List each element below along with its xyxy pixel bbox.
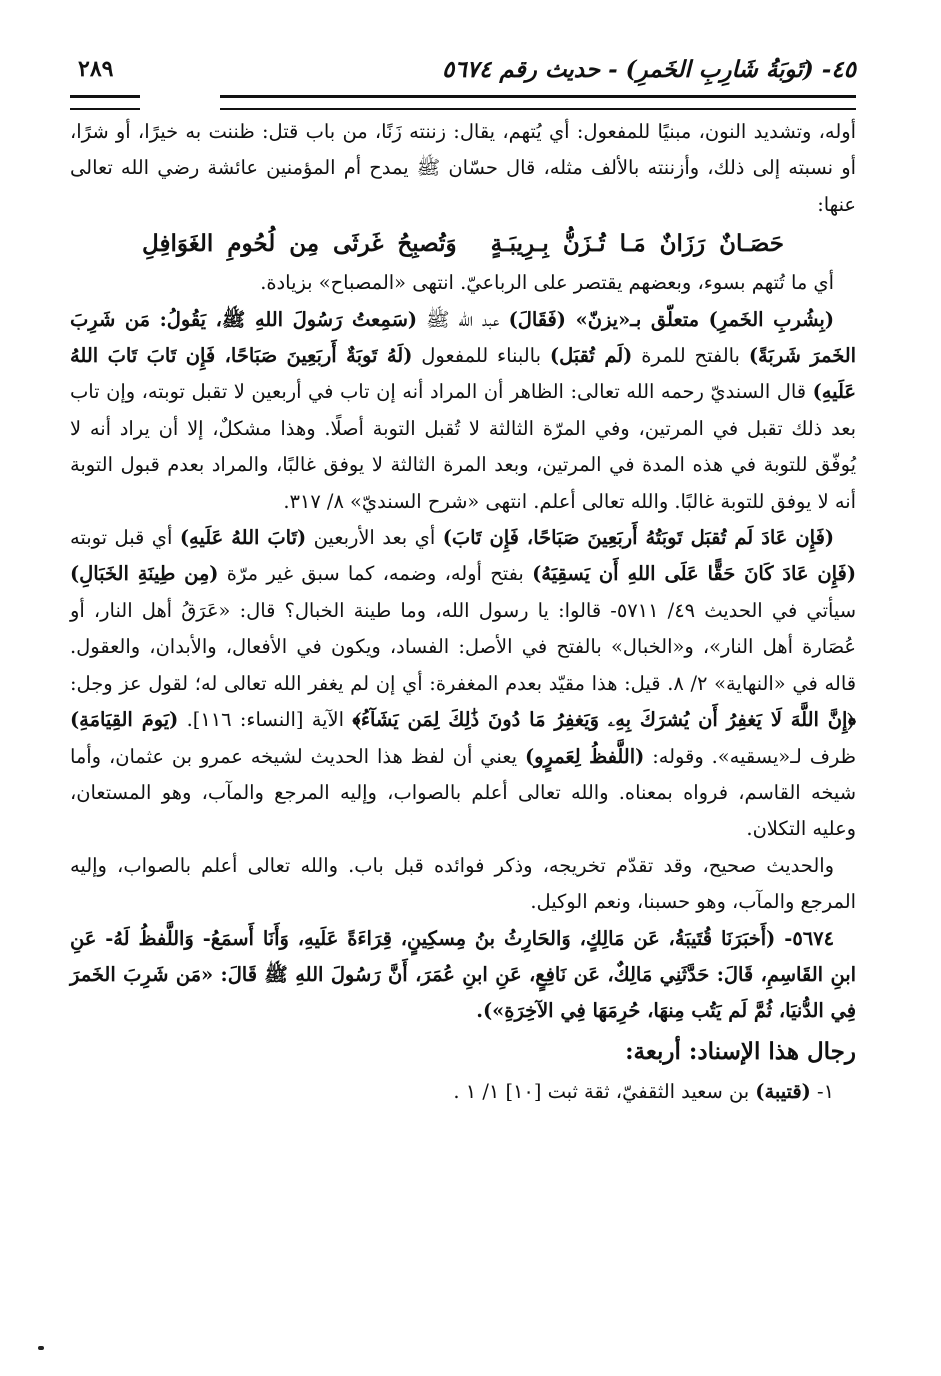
quran-verse: ﴿إِنَّ اللَّهَ لَا يَغفِرُ أَن يُشرَكَ بِهِۦ وَيَغفِرُ مَا دُونَ ذَٰلِكَ لِمَن يَشَآءُ﴾ [352,708,856,732]
hadith-text: (فَإِن عَادَ لَم تُقبَل تَوبَتُهُ أَربَعِينَ صَبَاحًا، فَإِن تَابَ) [442,526,835,550]
narrator-name: (قتيبة) [755,1079,811,1103]
hadith-text: (اللَّفظُ لِعَمرٍو) [524,744,645,768]
hadith-text: (فَإِن عَادَ كَانَ حَقًّا عَلَى اللهِ أَن يَسقِيَهُ) [532,562,856,586]
section-title: رجال هذا الإسناد: أربعة: [625,1037,856,1065]
commentary-text: سيأتي في الحديث ٤٩/ ٥٧١١- قالوا: يا رسول الله، وما طينة الخبال؟ قال: «عَرَقُ أهل النار، أو عُصَارة أهل النار»، و«الخبال» بالفتح في الأصل: الفساد، ويكون في الأفعال، والأبدان، والعقول. قاله في «النهاية» ٢/ ٨. قيل: هذا مقيّد بعدم المغفرة: أي إن لم يغفر الله تعالى له؛ لقول عز وجل: [70,598,857,695]
narrator-1 [70,1074,856,1110]
hadith-text: (لَهُ تَوبَةٌ أَربَعِينَ صَبَاحًا، فَإِن تَابَ تَابَ اللهُ عَلَيهِ) [70,344,856,404]
commentary-text: بالبناء للمفعول [412,344,550,368]
commentary-text: أي قبل توبته [70,526,180,550]
verse-first-hemistich: حَصَـانٌ رَزَانٌ مَـا تُـزَنُّ بِـرِيبَـةٍ [490,230,784,258]
commentary-text: أي بعد الأربعين [306,526,443,550]
commentary-text: بفتح أوله، وضمه، كما سبق غير مرّة [218,562,533,586]
document-page [70,46,856,1110]
page-number: ٢٨٩ [78,56,114,82]
commentary-text: الآية [النساء: ١١٦]. [178,708,353,732]
poem-verse [70,223,856,265]
paragraph-5: والحديث صحيح، وقد تقدّم تخريجه، وذكر فوائده قبل باب. والله تعالى أعلم بالصواب، وإليه المرجع والمآب، وهو حسبنا، ونعم الوكيل. [70,853,856,914]
hadith-number: ٥٦٧٤- [775,926,834,950]
hadith-text: (لَم تُقبَل) [549,344,633,368]
running-title: ٤٥- (تَوبَةُ شَارِبِ الخَمرِ) - حديث رقم ٥٦٧٤ [441,55,856,83]
commentary-text: عبد الله ﷺ [417,307,509,331]
verse-second-hemistich: وَتُصبِحُ غَرثَى مِن لُحُومِ الغَوَافِلِ [142,230,457,258]
paragraph-3 [70,302,856,520]
hadith-text: (سَمِعتُ رَسُولَ اللهِ ﷺ، يَقُولُ: مَن شَرِبَ الخَمرَ شَربَةً) [70,307,857,368]
commentary-text: بن سعيد الثقفيّ، ثقة ثبت [١٠] ١/ ١ . [453,1079,756,1103]
paragraph-4 [70,520,856,848]
commentary-text: ظرف لـ«يسقيه». وقوله: [644,744,856,768]
list-number: ١- [810,1079,834,1103]
scan-mark [38,1346,44,1350]
hadith-text: (فَقَالَ) [508,307,566,331]
page-header [70,46,856,92]
paragraph-1: أوله، وتشديد النون، مبنيًا للمفعول: أي يُتهم، يقال: زننته زَنًا، من باب قتل: ظننت به خيرًا، أو شرًا، أو نسبته إلى ذلك، وأزننته بالألف مثله، قال حسّان ﷺ يمدح أم المؤمنين عائشة رضي الله تعالى عنها: [70,120,856,216]
hadith-text: (تَابَ اللهُ عَلَيهِ) [179,526,307,550]
hadith-text: (مِن طِينَةِ الخَبَالِ) [70,562,219,586]
hadith-5674 [70,921,856,1030]
hadith-text: (يَومَ القِيَامَةِ) [70,708,179,732]
header-rule-long [220,95,856,110]
paragraph-2: أي ما تُتهم بسوء، وبعضهم يقتصر على الرباعيّ. انتهى «المصباح» بزيادة. [260,271,834,295]
hadith-text: (بِشُربِ الخَمرِ) متعلّق بـ«يزنّ» [566,307,835,331]
commentary-text: قال السنديّ رحمه الله تعالى: الظاهر أن المراد أنه إن تاب في أربعين لا تقبل توبته، وإن تاب بعد ذلك تقبل في المرتين، وفي المرّة الثالثة لا تُقبل التوبة أصلًا. وهذا مشكلٌ، إلا أن يراد أنه لا يُوفّق للتوبة في هذه المدة في المرتين، وبعد المرة الثالثة لا يوفق غالبًا، والمراد بعدم قبول التوبة أنه لا يوفق للتوبة غالبًا. والله تعالى أعلم. انتهى «شرح السنديّ» ٨/ ٣١٧. [70,380,856,513]
header-rule-short [70,95,140,110]
header-rule [70,92,856,110]
commentary-text: يعني أن لفظ هذا الحديث لشيخه عمرو بن عثمان، وأما شيخه القاسم، فرواه بمعناه. والله تعالى أعلم بالصواب، وإليه المرجع والمآب، وهو المستعان، وعليه التكلان. [70,744,856,841]
hadith-text: (أَخبَرَنَا قُتَيبَةُ، عَن مَالِكٍ، وَالحَارِثُ بنُ مِسكِينٍ، قِرَاءَةً عَلَيهِ، وَأَنَا أَسمَعُ- وَاللَّفظُ لَهُ- عَنِ ابنِ القَاسِمِ، قَالَ: حَدَّثَنِي مَالِكٌ، عَن نَافِعٍ، عَنِ ابنِ عُمَرَ، أَنَّ رَسُولَ اللهِ ﷺ قَالَ: «مَن شَرِبَ الخَمرَ فِي الدُّنيَا، ثُمَّ لَم يَتُب مِنهَا، حُرِمَهَا فِي الآخِرَةِ»). [70,926,856,1023]
body-text [70,114,856,1110]
commentary-text: بالفتح للمرة [632,344,749,368]
